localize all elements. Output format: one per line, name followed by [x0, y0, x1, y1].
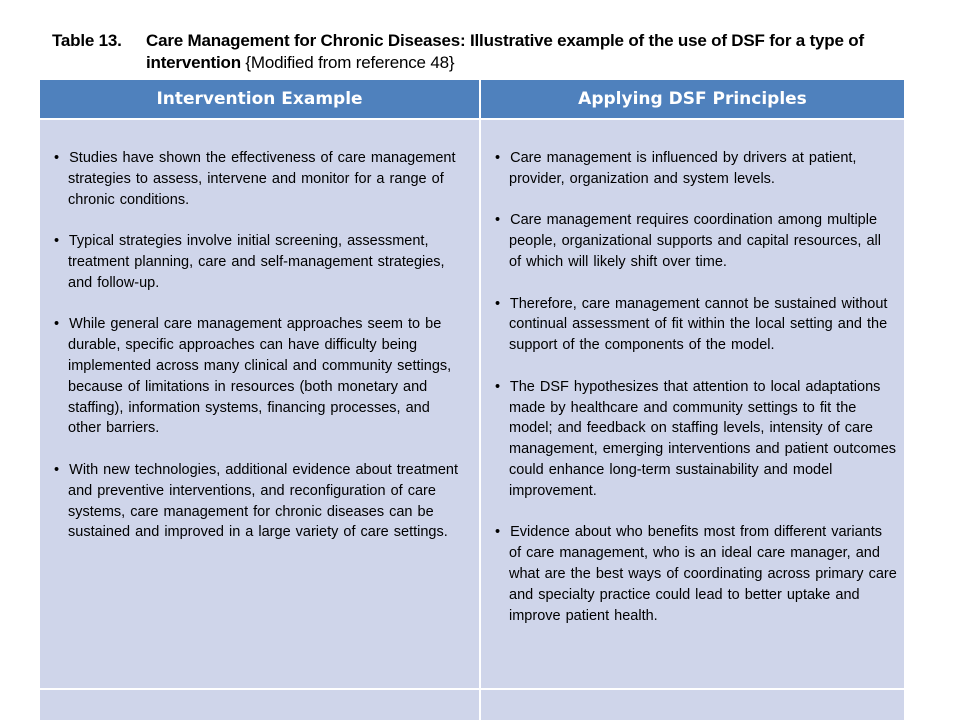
comparison-table	[40, 80, 904, 720]
list-item-text: Typical strategies involve initial screening, assessment, treatment planning, care and self-management strategies, and follow-up.	[68, 233, 445, 291]
list-item-text: The DSF hypothesizes that attention to local adaptations made by healthcare and community settings to fit the model; and feedback on staffing levels, intensity of care management, emerging interventions and patient outcomes could enhance long-term sustainability and model improvement.	[509, 378, 897, 499]
bullet: •	[495, 295, 501, 312]
bullet: •	[495, 212, 501, 229]
column-header-applying-dsf-principles: Applying DSF Principles	[481, 80, 904, 118]
column-header-intervention-example: Intervention Example	[40, 80, 479, 118]
list-item-text: Evidence about who benefits most from different variants of care management, who is an ideal care manager, and what are the best ways of coordinating across primary care and specialty practice could lead to better uptake and improve patient health.	[509, 524, 897, 624]
list-item-text: With new technologies, additional evidence about treatment and preventive interventions, and reconfiguration of care systems, care management for chronic diseases can be sustained and improved in a large variety of care settings.	[68, 461, 459, 541]
table-title-bold: Care Management for Chronic Diseases: Illustrative example of the use of DSF for a type of intervention	[146, 31, 864, 72]
list-item-text: Studies have shown the effectiveness of care management strategies to assess, intervene and monitor for a range of chronic conditions.	[68, 150, 456, 208]
bullet: •	[54, 233, 60, 250]
row-divider	[40, 688, 904, 690]
list-item-text: Care management is influenced by drivers at patient, provider, organization and system levels.	[509, 150, 857, 187]
list-item	[489, 210, 897, 272]
bullet: •	[495, 378, 501, 395]
table-number: Table 13.	[52, 31, 122, 50]
column-divider	[479, 80, 481, 720]
bullet: •	[54, 316, 60, 333]
list-item	[489, 522, 897, 626]
bullet: •	[495, 150, 501, 166]
list-item	[48, 231, 466, 293]
bullet: •	[495, 524, 501, 541]
applying-dsf-principles-cell	[489, 148, 897, 647]
list-item	[489, 148, 897, 190]
list-item-text: Care management requires coordination among multiple people, organizational supports and capital resources, all of which will likely shift over time.	[509, 212, 881, 270]
list-item	[48, 148, 466, 210]
list-item-text: While general care management approaches seem to be durable, specific approaches can have difficulty being implemented across many clinical and community settings, because of limitations in resources (both monetary and staffing), information systems, financing processes, and other barriers.	[68, 316, 452, 437]
list-item	[48, 314, 466, 439]
bullet: •	[54, 461, 60, 478]
list-item-text: Therefore, care management cannot be sustained without continual assessment of fit within the local setting and the support of the components of the model.	[509, 295, 888, 354]
list-item	[48, 460, 466, 543]
bullet: •	[54, 150, 60, 166]
table-title-reference: {Modified from reference 48}	[240, 53, 455, 72]
list-item	[489, 294, 897, 356]
list-item	[489, 377, 897, 502]
table-title	[146, 30, 926, 74]
header-divider	[40, 118, 904, 120]
intervention-example-cell	[48, 148, 466, 564]
